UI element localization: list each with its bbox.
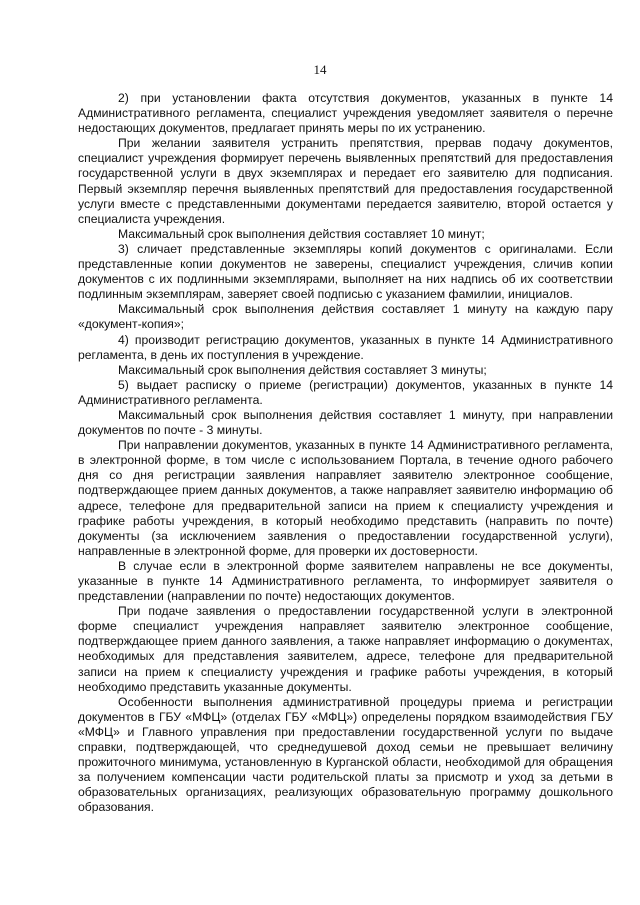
paragraph: В случае если в электронной форме заявителем направлены не все документы, указанные в пункте 14 Административного регламента, то информирует заявителя о представлении (направлении по почте) недостающих документов. bbox=[78, 558, 613, 604]
paragraph: Максимальный срок выполнения действия составляет 1 минуту, при направлении документов по почте - 3 минуты. bbox=[78, 407, 613, 438]
paragraph: При подаче заявления о предоставлении государственной услуги в электронной форме специалист учреждения направляет заявителю электронное сообщение, подтверждающее прием данного заявления, а также направляет информацию о документах, необходимых для представления заявителем, адресе, телефоне для предварительной записи на прием к специалисту учреждения и графике работы учреждения, в который необходимо представить указанные документы. bbox=[78, 604, 613, 694]
paragraph: 5) выдает расписку о приеме (регистрации) документов, указанных в пункте 14 Административного регламента. bbox=[78, 377, 613, 407]
paragraph: Максимальный срок выполнения действия составляет 1 минуту на каждую пару «документ-копия»; bbox=[78, 302, 613, 332]
paragraph: Особенности выполнения административной процедуры приема и регистрации документов в ГБУ «МФЦ» (отделах ГБУ «МФЦ») определены порядком взаимодействия ГБУ «МФЦ» и Главного управления при предоставлении государственной услуги по выдаче справки, подтверждающей, что среднедушевой доход семьи не превышает величину прожиточного минимума, установленную в Курганской области, необходимой для обращения за получением компенсации части родительской платы за присмотр и уход за детьми в образовательных организациях, реализующих образовательную программу дошкольного образования. bbox=[78, 694, 613, 815]
paragraph: При желании заявителя устранить препятствия, прервав подачу документов, специалист учреждения формирует перечень выявленных препятствий для предоставления государственной услуги в двух экземплярах и передает его заявителю для подписания. Первый экземпляр перечня выявленных препятствий для предоставления государственной услуги вместе с представленными документами передается заявителю, второй остается у специалиста учреждения. bbox=[78, 136, 613, 226]
paragraph: Максимальный срок выполнения действия составляет 10 минут; bbox=[118, 226, 485, 241]
paragraph: При направлении документов, указанных в пункте 14 Административного регламента, в электронной форме, в том числе с использованием Портала, в течение одного рабочего дня со дня регистрации заявления направляет заявителю электронное сообщение, подтверждающее прием данных документов, а также направляет заявителю информацию об адресе, телефоне для предварительной записи на прием к специалисту учреждения и графике работы учреждения, в который необходимо представить (направить по почте) документы (за исключением заявления о предоставлении государственной услуги), направленные в электронной форме, для проверки их достоверности. bbox=[78, 438, 613, 558]
paragraph: Максимальный срок выполнения действия составляет 3 минуты; bbox=[118, 362, 487, 377]
document-body bbox=[78, 91, 613, 816]
page-number: 14 bbox=[313, 62, 327, 77]
paragraph: 4) производит регистрацию документов, указанных в пункте 14 Административного регламента, в день их поступления в учреждение. bbox=[78, 332, 613, 362]
paragraph: 2) при установлении факта отсутствия документов, указанных в пункте 14 Административного регламента, специалист учреждения уведомляет заявителя о перечне недостающих документов, предлагает принять меры по их устранению. bbox=[78, 91, 613, 136]
paragraph: 3) сличает представленные экземпляры копий документов с оригиналами. Если представленные копии документов не заверены, специалист учреждения, сличив копии документов с их подлинными экземплярами, выполняет на них надпись об их соответствии подлинным экземплярам, заверяет своей подписью с указанием фамилии, инициалов. bbox=[78, 241, 613, 302]
